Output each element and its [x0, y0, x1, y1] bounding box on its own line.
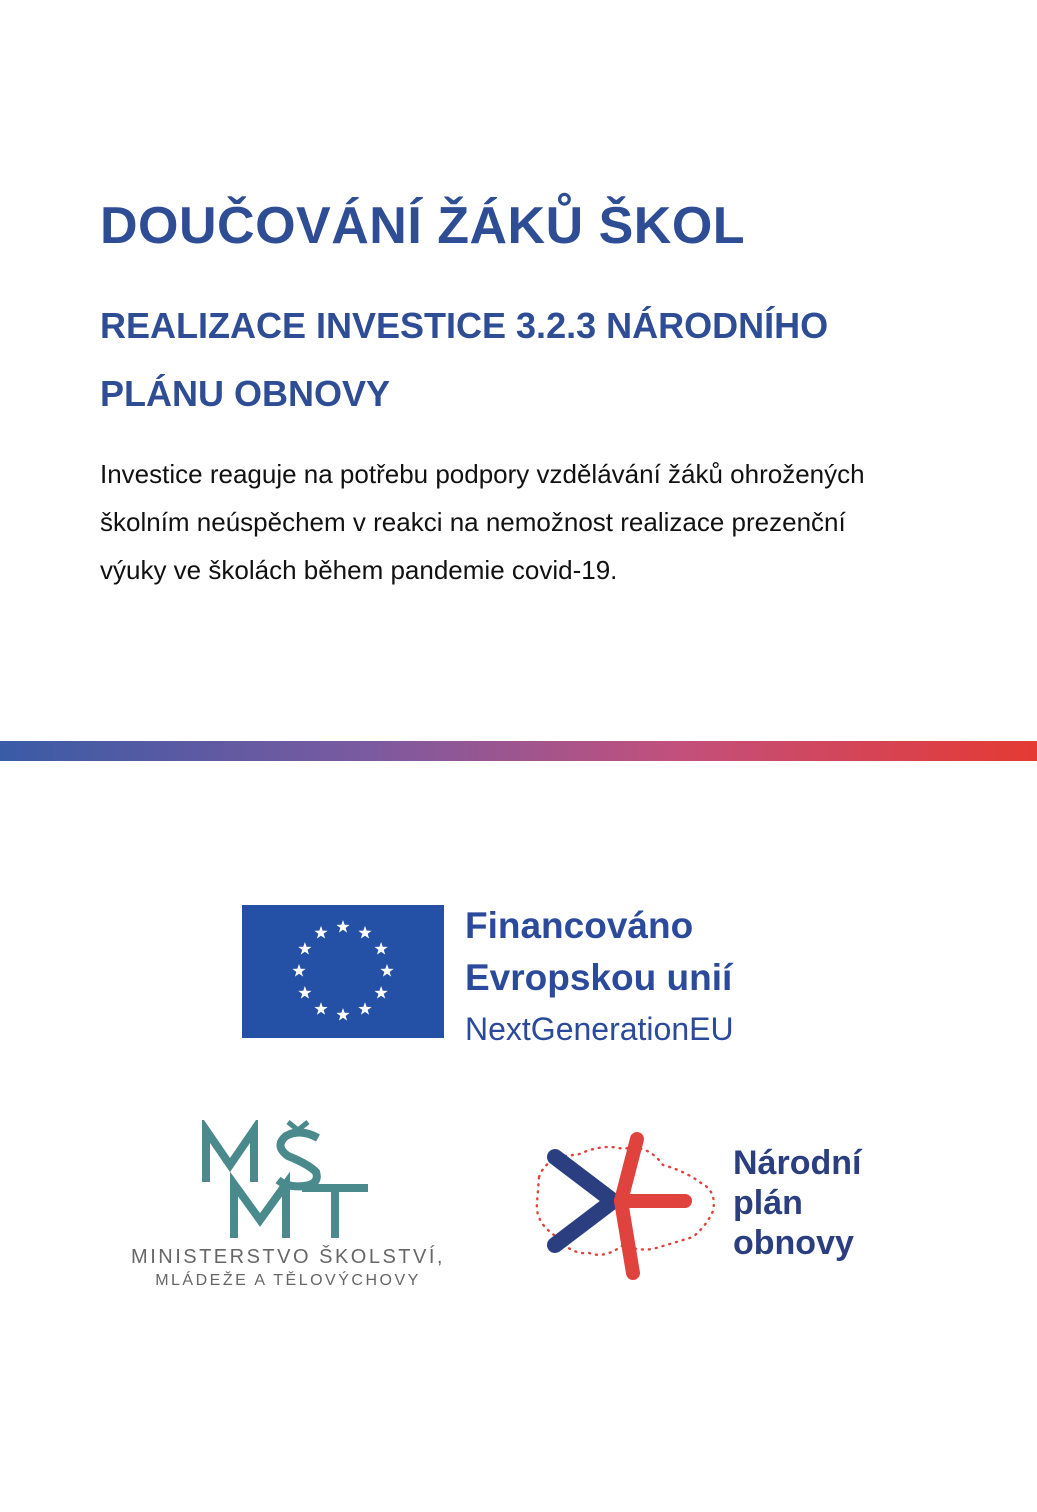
eu-text-line: Evropskou unií — [465, 957, 733, 998]
body-line: školním neúspěchem v reakci na nemožnost realizace prezenční — [100, 507, 846, 537]
npo-text — [733, 1143, 861, 1263]
body-line: výuky ve školách během pandemie covid-19. — [100, 555, 618, 585]
eu-text-line: Financováno — [465, 905, 694, 946]
eu-text-line: NextGenerationEU — [465, 1011, 734, 1047]
subtitle-line: PLÁNU OBNOVY — [100, 373, 391, 414]
eu-funding-text — [465, 900, 734, 1054]
msmt-text — [118, 1245, 458, 1293]
gradient-divider — [0, 741, 1037, 761]
msmt-text-line: MLÁDEŽE A TĚLOVÝCHOVY — [155, 1272, 421, 1289]
document-subtitle — [100, 292, 960, 428]
msmt-text-line: MINISTERSTVO ŠKOLSTVÍ, — [131, 1246, 445, 1268]
body-line: Investice reaguje na potřebu podpory vzdělávání žáků ohrožených — [100, 459, 865, 489]
msmt-logo-icon — [190, 1120, 380, 1250]
eu-flag-icon — [242, 905, 444, 1038]
document-title: DOUČOVÁNÍ ŽÁKŮ ŠKOL — [100, 197, 746, 255]
npo-text-line: obnovy — [733, 1224, 854, 1262]
npo-text-line: Národní — [733, 1144, 862, 1182]
subtitle-line: REALIZACE INVESTICE 3.2.3 NÁRODNÍHO — [100, 305, 829, 346]
npo-text-line: plán — [733, 1184, 803, 1222]
document-body — [100, 450, 980, 594]
npo-logo-icon — [525, 1125, 725, 1285]
